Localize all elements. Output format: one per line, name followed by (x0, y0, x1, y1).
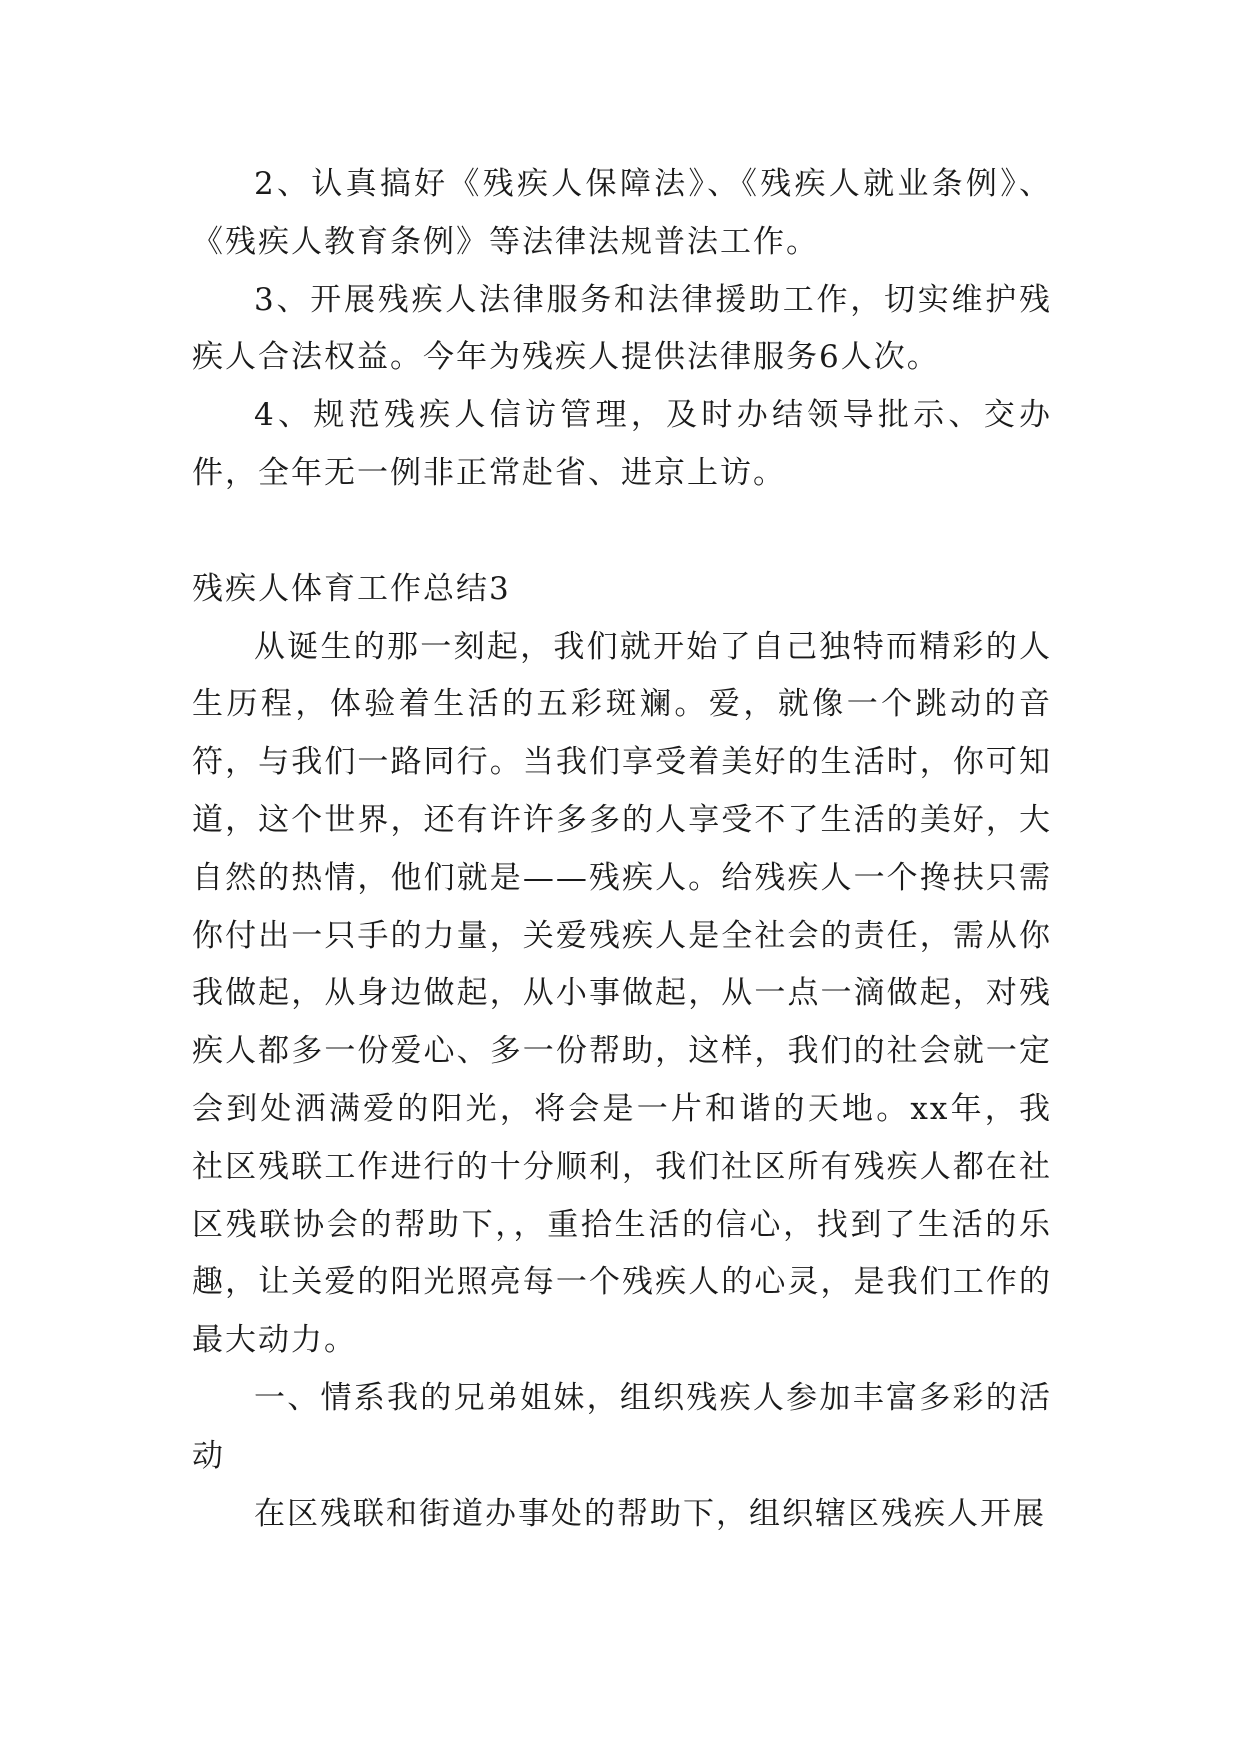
intro-paragraph: 从诞生的那一刻起，我们就开始了自己独特而精彩的人生历程，体验着生活的五彩斑斓。爱，就像一个跳动的音符，与我们一路同行。当我们享受着美好的生活时，你可知道，这个世界，还有许许多多的人享受不了生活的美好，大自然的热情，他们就是——残疾人。给残疾人一个搀扶只需你付出一只手的力量，关爱残疾人是全社会的责任，需从你我做起，从身边做起，从小事做起，从一点一滴做起，对残疾人都多一份爱心、多一份帮助，这样，我们的社会就一定会到处洒满爱的阳光，将会是一片和谐的天地。xx年，我社区残联工作进行的十分顺利，我们社区所有残疾人都在社区残联协会的帮助下，，重拾生活的信心，找到了生活的乐趣，让关爱的阳光照亮每一个残疾人的心灵，是我们工作的最大动力。 (192, 628, 1052, 1359)
subsection-heading: 一、情系我的兄弟姐妹，组织残疾人参加丰富多彩的活动 (192, 1379, 1052, 1474)
paragraph-item-3: 3、开展残疾人法律服务和法律援助工作，切实维护残疾人合法权益。今年为残疾人提供法律服务6人次。 (192, 281, 1052, 376)
section-title: 残疾人体育工作总结3 (192, 570, 511, 607)
paragraph-item-2: 2、认真搞好《残疾人保障法》、《残疾人就业条例》、《残疾人教育条例》等法律法规普法工作。 (192, 166, 1052, 260)
body-paragraph: 在区残联和街道办事处的帮助下，组织辖区残疾人开展 (254, 1495, 1046, 1532)
paragraph-item-4: 4、规范残疾人信访管理，及时办结领导批示、交办件，全年无一例非正常赴省、进京上访。 (192, 397, 1052, 491)
document-body (192, 156, 1052, 1543)
